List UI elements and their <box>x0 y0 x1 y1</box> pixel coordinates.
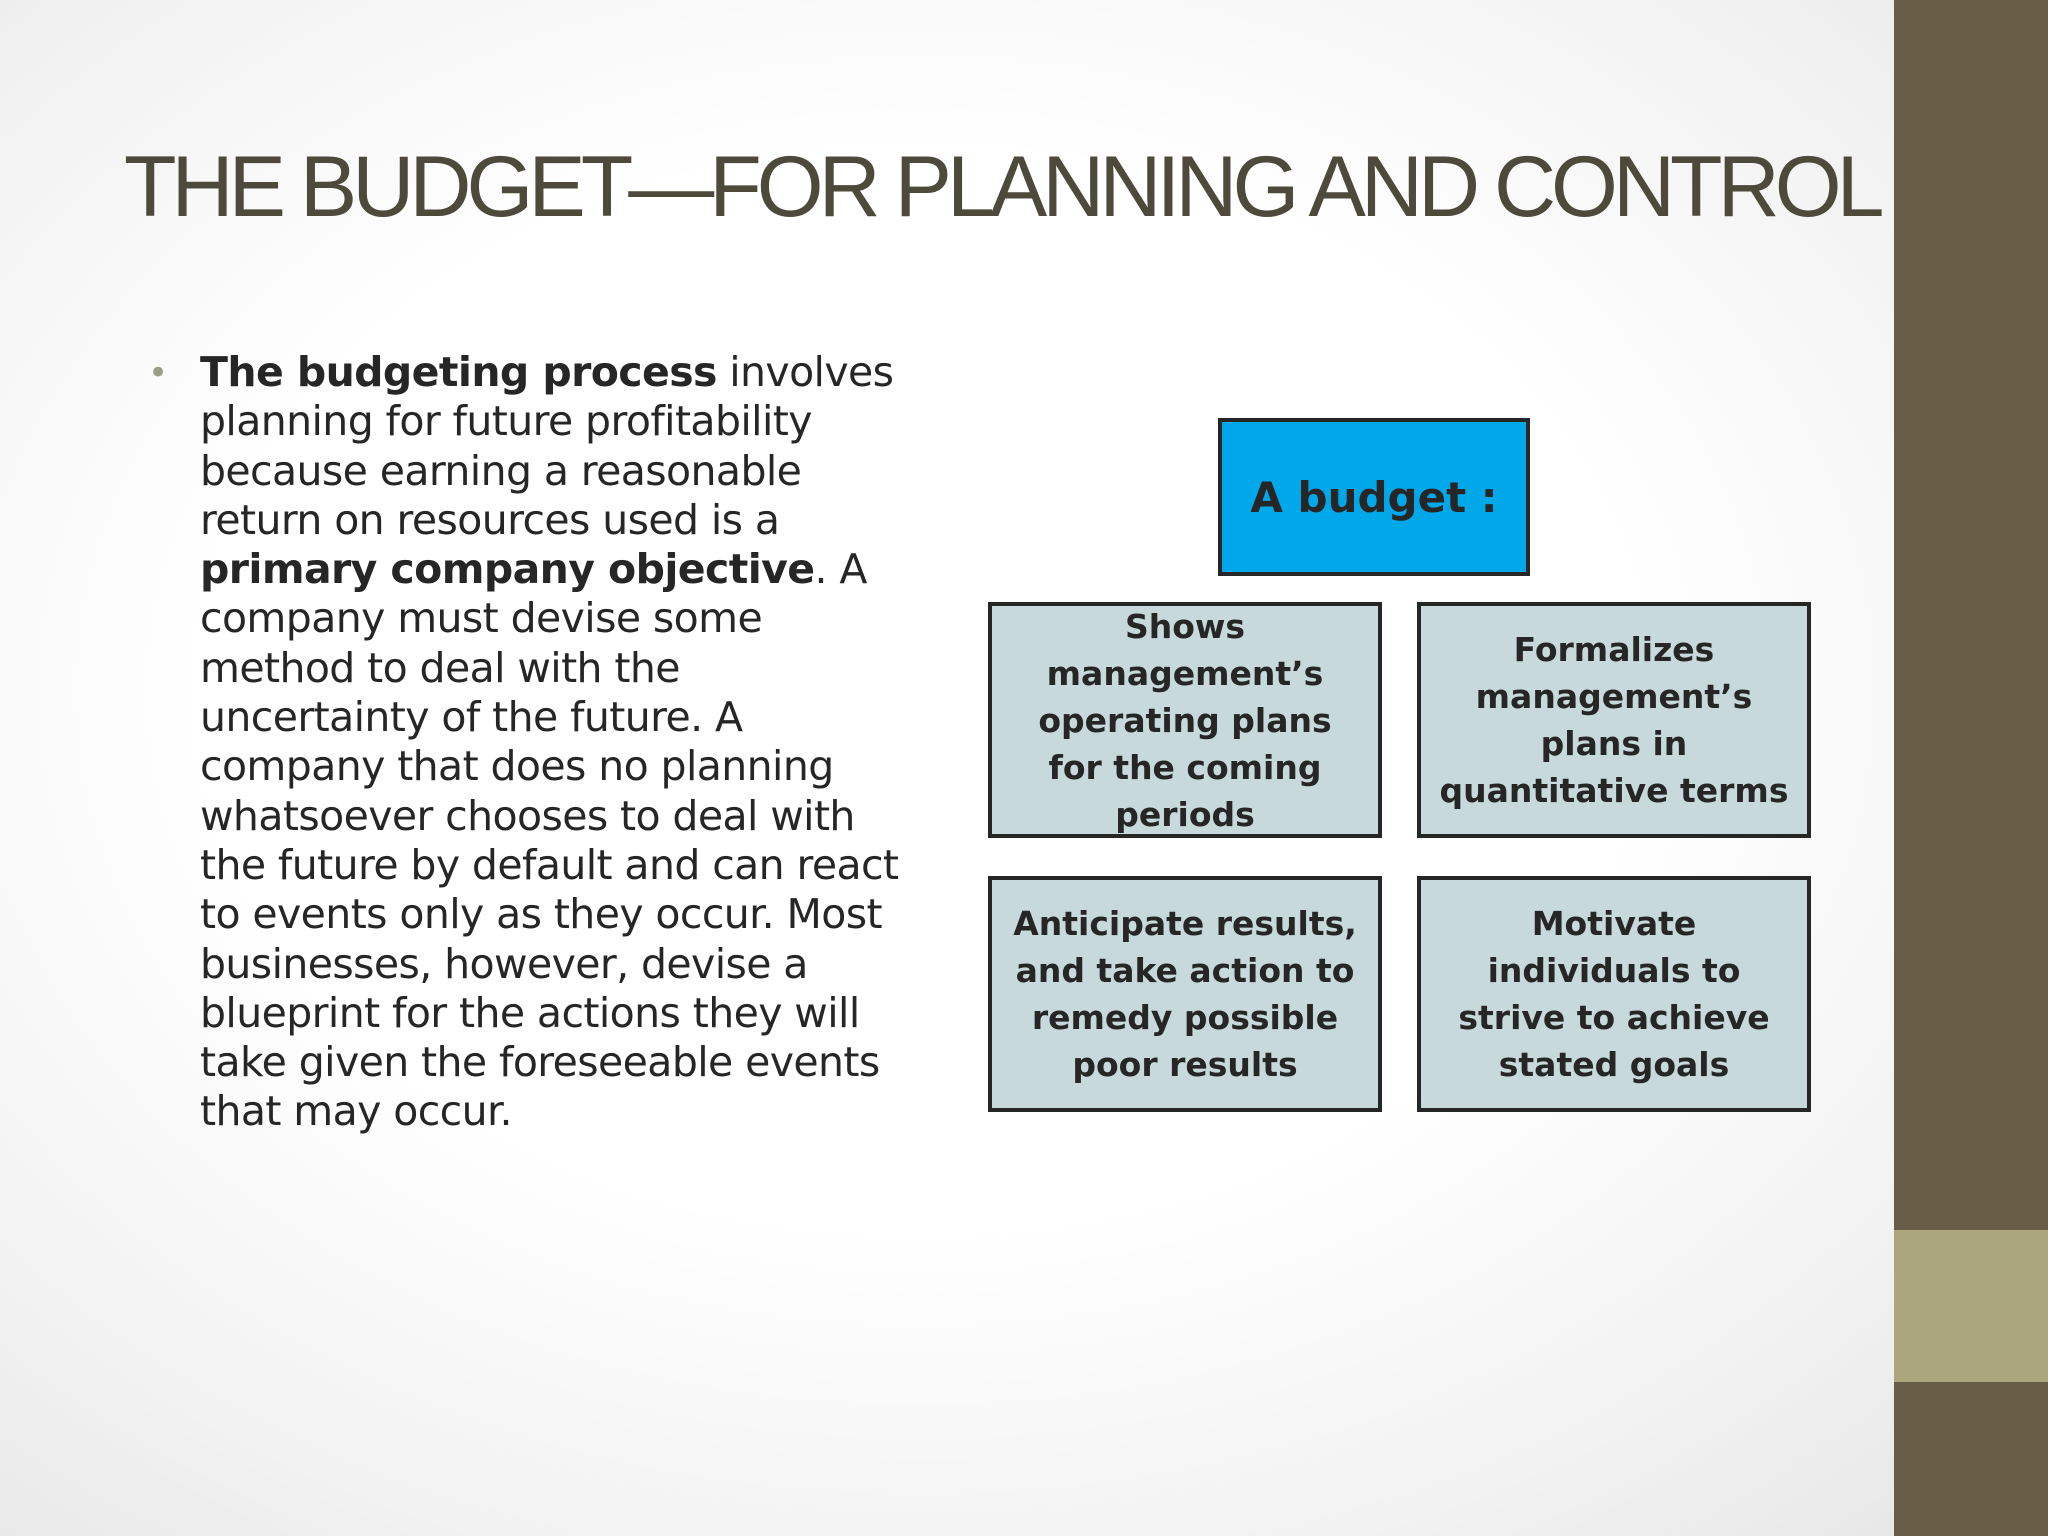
diagram-box-anticipate-results: Anticipate results, and take action to remedy possible poor results <box>988 876 1382 1112</box>
bullet-paragraph <box>200 348 920 1137</box>
diagram-box-operating-plans: Shows management’s operating plans for the coming periods <box>988 602 1382 838</box>
diagram-top-box: A budget : <box>1218 418 1530 576</box>
diagram-box-quantitative-terms: Formalizes management’s plans in quantitative terms <box>1417 602 1811 838</box>
diagram-box-motivate-individuals: Motivate individuals to strive to achieve stated goals <box>1417 876 1811 1112</box>
bullet-lead-bold: The budgeting process <box>200 348 717 396</box>
bullet-marker: • <box>148 353 169 393</box>
slide-title: THE BUDGET—FOR PLANNING AND CONTROL <box>124 139 1880 235</box>
sidebar-accent-bar <box>1894 1230 2048 1382</box>
bullet-mid-bold: primary company objective <box>200 545 815 594</box>
bullet-text-part-2: . A company must devise some method to deal with the uncertainty of the future. A company that does no planning whatsoever chooses to deal with the future by default and can react to events only as they occur. Most businesses, however, devise a blueprint for the actions they will take given the foreseeable events that may occur. <box>200 545 899 1136</box>
bullet-text-part-1: involves planning for future profitability because earning a reasonable return on resources used is a <box>200 348 894 544</box>
